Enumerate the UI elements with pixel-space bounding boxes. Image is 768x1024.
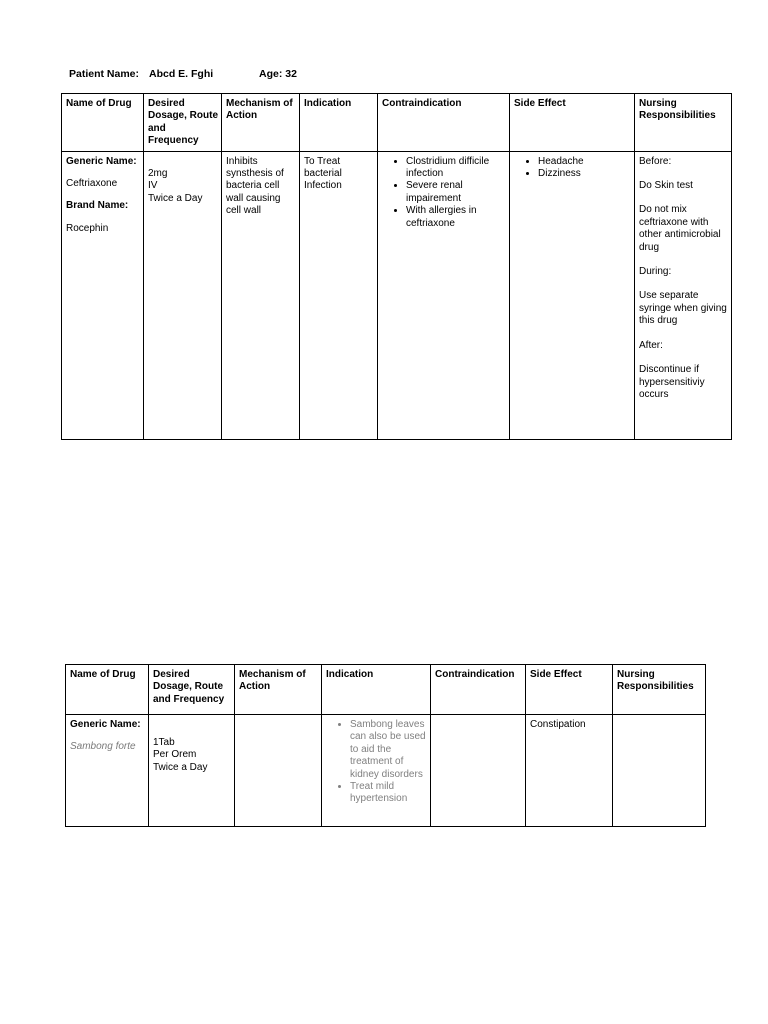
nursing-after-label: After: [639, 339, 663, 351]
table-header-row [66, 665, 706, 715]
list-item: • Treat mild hypertension [350, 781, 427, 806]
header-name-of-drug: Name of Drug [62, 94, 144, 152]
cell-side-effect: Constipation [526, 715, 613, 827]
header-nursing: Nursing Responsibilities [635, 94, 732, 152]
list-item: • With allergies in ceftriaxone [406, 205, 506, 230]
generic-name-value: Ceftriaxone [66, 178, 118, 190]
cell-drug-name [62, 151, 144, 439]
list-item: • Sambong leaves can also be used to aid the treatment of kidney disorders [350, 719, 427, 781]
nursing-item: Do Skin test [639, 180, 693, 192]
header-mechanism: Mechanism of Action [235, 665, 322, 715]
header-nursing: Nursing Responsibilities [613, 665, 706, 715]
header-side-effect: Side Effect [510, 94, 635, 152]
nursing-during-label: During: [639, 266, 672, 278]
list-item: • Severe renal impairement [406, 180, 506, 205]
header-contraindication: Contraindication [378, 94, 510, 152]
dosage-amount: 1Tab [153, 737, 175, 748]
nursing-item: Use separate syringe when giving this drug [639, 290, 727, 327]
header-dosage: Desired Dosage, Route and Frequency [149, 665, 235, 715]
nursing-item: Do not mix ceftriaxone with other antimicrobial drug [639, 204, 721, 253]
cell-indication [322, 715, 431, 827]
patient-name-label: Patient Name: [69, 68, 140, 80]
dosage-route: Per Orem [153, 749, 197, 761]
header-side-effect: Side Effect [526, 665, 613, 715]
patient-name-value: Abcd E. Fghi [149, 68, 214, 80]
cell-drug-name [66, 715, 149, 827]
cell-contraindication [378, 151, 510, 439]
brand-name-value: Rocephin [66, 222, 109, 234]
cell-dosage [149, 715, 235, 827]
table-row [66, 715, 706, 827]
patient-age: Age: 32 [259, 68, 297, 80]
cell-nursing [613, 715, 706, 827]
cell-nursing [635, 151, 732, 439]
generic-name-label: Generic Name: [66, 155, 137, 167]
brand-name-label: Brand Name: [66, 200, 129, 212]
list-item: • Dizziness [538, 168, 631, 180]
dosage-frequency: Twice a Day [148, 192, 203, 204]
cell-indication: To Treat bacterial Infection [300, 151, 378, 439]
list-item: • Headache [538, 156, 631, 168]
cell-mechanism [235, 715, 322, 827]
dosage-route: IV [148, 180, 158, 192]
generic-name-value: Sambong forte [70, 741, 136, 753]
header-indication: Indication [300, 94, 378, 152]
generic-name-label: Generic Name: [70, 719, 141, 730]
list-item: • Clostridium difficile infection [406, 156, 506, 181]
cell-side-effect [510, 151, 635, 439]
header-dosage: Desired Dosage, Route and Frequency [144, 94, 222, 152]
header-name-of-drug: Name of Drug [66, 665, 149, 715]
drug-table-ceftriaxone [61, 93, 732, 440]
header-mechanism: Mechanism of Action [222, 94, 300, 152]
cell-contraindication [431, 715, 526, 827]
header-contraindication: Contraindication [431, 665, 526, 715]
header-indication: Indication [322, 665, 431, 715]
cell-dosage [144, 151, 222, 439]
drug-table-sambong [65, 664, 706, 827]
nursing-item: Discontinue if hypersensitiviy occurs [639, 364, 705, 400]
cell-mechanism: Inhibits synsthesis of bacteria cell wall causing cell wall [222, 151, 300, 439]
dosage-frequency: Twice a Day [153, 761, 208, 773]
dosage-amount: 2mg [148, 168, 168, 180]
table-header-row [62, 94, 732, 152]
table-row [62, 151, 732, 439]
nursing-before-label: Before: [639, 155, 672, 167]
